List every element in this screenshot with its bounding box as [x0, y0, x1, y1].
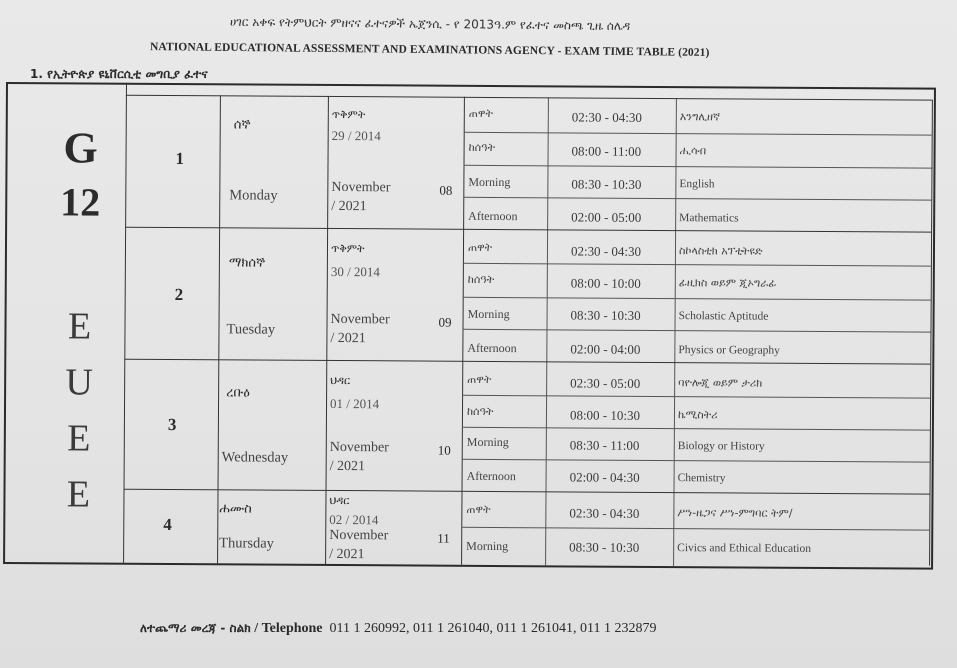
- day-number: 2: [174, 285, 184, 305]
- day-number: 4: [163, 514, 172, 535]
- session-name: ጠዋት: [466, 502, 491, 516]
- subject-name: ስኮላስቲክ አፕቲትዩድ: [678, 244, 763, 258]
- session-name: Afternoon: [468, 208, 518, 224]
- exam-letter: U: [65, 361, 94, 404]
- grade-number: 12: [60, 179, 101, 225]
- contact-label: ለተጨማሪ መረጃ - ስልክ: [140, 621, 251, 635]
- gregorian-month-name: November: [329, 439, 389, 456]
- session-time: 02:30 - 04:30: [569, 505, 640, 521]
- section-title: 1. የኢትዮጵያ ዩኒቨርሲቲ መግቢያ ፈተና: [30, 67, 208, 81]
- subject-name: ሥነ-ዜጋና ሥነ-ምግባር ትም/: [677, 506, 793, 520]
- session-time: 08:00 - 11:00: [571, 143, 642, 159]
- ethiopian-month: ህዳር: [330, 373, 351, 388]
- session-time: 08:30 - 10:30: [570, 307, 641, 323]
- subject-name: ኬሚስትሪ: [677, 408, 718, 422]
- day-name-english: Monday: [229, 187, 278, 204]
- gregorian-day: 10: [437, 442, 451, 458]
- gregorian-day: 09: [438, 314, 452, 330]
- subject-name: Mathematics: [679, 212, 739, 225]
- session-time: 08:00 - 10:30: [569, 407, 641, 423]
- day-name-amharic: ሐሙስ: [219, 501, 252, 517]
- english-header-title: NATIONAL EDUCATIONAL ASSESSMENT AND EXAMINATIONS AGENCY - EXAM TIME TABLE (2021): [149, 41, 710, 59]
- gregorian-day: 08: [439, 182, 453, 198]
- subject-name: Chemistry: [677, 472, 726, 485]
- session-time: 08:30 - 10:30: [569, 539, 640, 555]
- day-name-amharic: ረቡዕ: [226, 385, 250, 401]
- session-time: 02:00 - 05:00: [571, 209, 642, 225]
- gregorian-month-name: November: [331, 179, 391, 196]
- exam-timetable: [3, 82, 936, 570]
- day-name-amharic: ሰኞ: [233, 117, 251, 133]
- exam-letter: E: [67, 417, 91, 460]
- grade-letter: G: [63, 123, 98, 173]
- exam-letter: E: [66, 473, 91, 516]
- contact-footer: [140, 621, 656, 637]
- subject-name: Biology or History: [677, 440, 765, 453]
- subject-name: ሒሳብ: [679, 144, 707, 158]
- gregorian-day: 11: [437, 530, 450, 546]
- gregorian-year: / 2021: [329, 546, 365, 563]
- session-name: ጠዋት: [467, 240, 493, 254]
- day-name-english: Wednesday: [221, 449, 289, 466]
- day-name-amharic: ማክሰኞ: [228, 255, 266, 271]
- ethiopian-month: ጥቅምት: [330, 241, 365, 256]
- session-name: Morning: [467, 306, 510, 322]
- session-name: ጠዋት: [467, 372, 492, 386]
- session-time: 02:00 - 04:00: [570, 341, 641, 357]
- day-name-english: Thursday: [219, 535, 274, 552]
- session-name: Afternoon: [467, 340, 517, 356]
- ethiopian-month: ጥቅምት: [331, 107, 366, 122]
- telephone-label: / Telephone: [254, 621, 323, 636]
- session-name: ከሰዓት: [467, 272, 495, 286]
- table-border: [3, 82, 936, 570]
- day-number: 1: [175, 149, 185, 169]
- session-time: 02:00 - 04:30: [569, 469, 640, 485]
- session-name: Afternoon: [466, 468, 516, 484]
- gregorian-month: [330, 310, 389, 348]
- subject-name: Civics and Ethical Education: [677, 542, 812, 555]
- subject-name: English: [679, 178, 715, 191]
- session-time: 02:30 - 05:00: [570, 375, 641, 391]
- ethiopian-month: ህዳር: [329, 493, 350, 508]
- gregorian-year: / 2021: [329, 458, 366, 475]
- amharic-header-title: ሀገር አቀፍ የትምህርት ምዘናና ፈተናዎች ኤጀንሲ - የ 2013ዓ.ም የፈተና መስጫ ጊዜ ሰሌዳ: [229, 14, 631, 33]
- session-time: 02:30 - 04:30: [571, 109, 642, 125]
- ethiopian-date: 29 / 2014: [331, 127, 381, 144]
- session-name: ከሰዓት: [466, 404, 494, 418]
- gregorian-month: [331, 178, 390, 216]
- telephone-numbers: 011 1 260992, 011 1 261040, 011 1 261041, 011 1 232879: [329, 621, 657, 636]
- subject-name: እንግሊዘኛ: [679, 110, 721, 124]
- gregorian-month: [330, 438, 389, 476]
- session-time: 02:30 - 04:30: [570, 243, 642, 259]
- day-name-english: Tuesday: [226, 321, 276, 338]
- subject-name: Scholastic Aptitude: [678, 310, 769, 323]
- session-name: Morning: [468, 174, 511, 190]
- subject-name: ፊዚክስ ወይም ጂኦግራፊ: [678, 276, 777, 290]
- session-name: ከሰዓት: [468, 140, 496, 154]
- gregorian-month-name: November: [329, 527, 389, 544]
- session-name: ጠዋት: [468, 106, 493, 120]
- ethiopian-date: 01 / 2014: [329, 395, 380, 412]
- session-time: 08:30 - 11:00: [569, 437, 640, 453]
- gregorian-year: / 2021: [330, 330, 366, 347]
- session-name: Morning: [466, 434, 509, 450]
- gregorian-month: [329, 526, 388, 564]
- exam-letter: E: [67, 305, 92, 348]
- ethiopian-date: 30 / 2014: [330, 263, 381, 280]
- gregorian-month-name: November: [330, 311, 390, 328]
- gregorian-year: / 2021: [331, 198, 367, 215]
- day-number: 3: [167, 414, 177, 435]
- subject-name: Physics or Geography: [678, 344, 780, 357]
- session-time: 08:30 - 10:30: [571, 176, 642, 192]
- subject-name: ባዮሎጂ ወይም ታሪክ: [678, 376, 763, 390]
- ethiopian-date: 02 / 2014: [329, 511, 379, 528]
- session-name: Morning: [466, 538, 509, 554]
- session-time: 08:00 - 10:00: [570, 275, 641, 291]
